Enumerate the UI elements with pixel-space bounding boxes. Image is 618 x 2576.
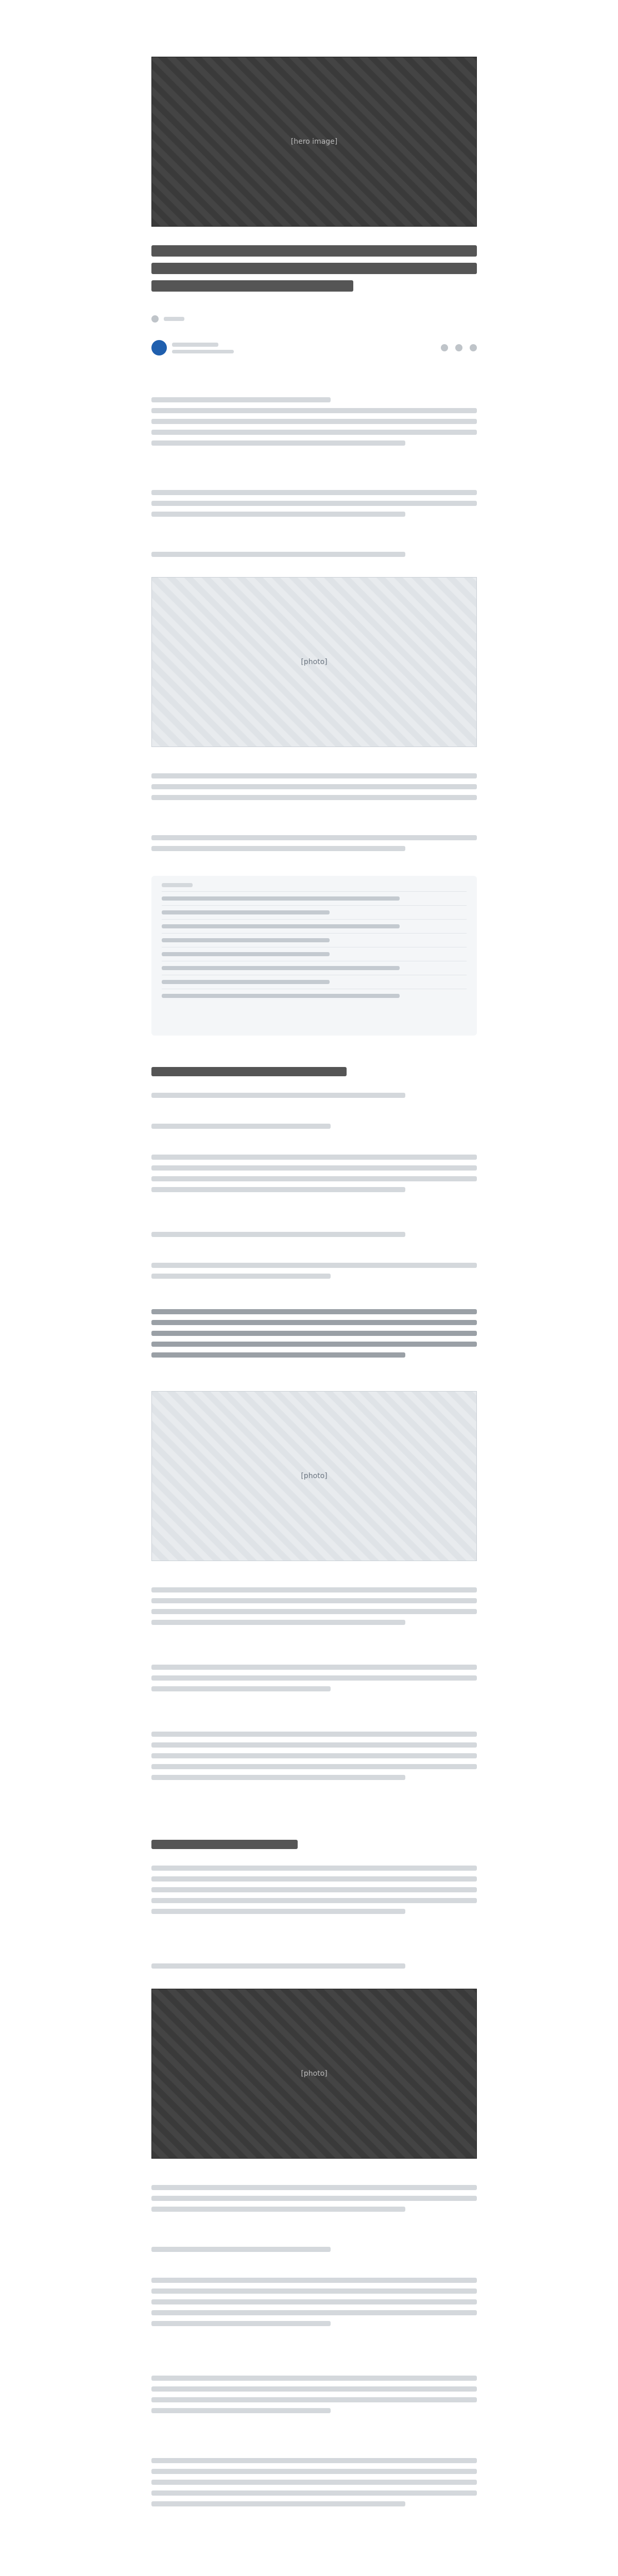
paragraph: [151, 1726, 477, 1786]
photo-memorial: [photo]: [151, 1391, 477, 1561]
paragraph: [151, 1659, 477, 1697]
toc-item[interactable]: [162, 947, 467, 961]
paragraph: [151, 1303, 477, 1363]
paragraph: [151, 1958, 477, 1974]
author-row: [151, 340, 477, 355]
avatar[interactable]: [151, 340, 167, 355]
paragraph: [151, 2241, 477, 2258]
paragraph: [151, 1860, 477, 1920]
paragraph: [151, 1257, 477, 1284]
paragraph: [151, 1582, 477, 1631]
paragraph: [151, 1118, 477, 1134]
toc-item[interactable]: [162, 989, 467, 1003]
paragraph: [151, 2179, 477, 2217]
toc-item[interactable]: [162, 891, 467, 905]
paragraph: [151, 768, 477, 806]
photo-reporter: [photo]: [151, 577, 477, 747]
like-row: [151, 315, 477, 323]
table-of-contents: [151, 876, 477, 1036]
paragraph: [151, 2452, 477, 2512]
hero-image: [hero image]: [151, 57, 477, 227]
heart-icon[interactable]: [151, 315, 159, 323]
paragraph: [151, 1149, 477, 1198]
toc-item[interactable]: [162, 919, 467, 933]
toc-item[interactable]: [162, 905, 467, 919]
toc-item[interactable]: [162, 975, 467, 989]
toc-item[interactable]: [162, 933, 467, 947]
section-heading: [151, 1834, 477, 1855]
paragraph: [151, 392, 477, 451]
photo-remains: [photo]: [151, 1989, 477, 2159]
paragraph: [151, 2370, 477, 2419]
paragraph: [151, 546, 477, 563]
facebook-icon[interactable]: [455, 344, 462, 351]
paragraph: [151, 1226, 477, 1243]
section-heading: [151, 1061, 477, 1082]
paragraph: [151, 2272, 477, 2332]
paragraph: [151, 829, 477, 857]
more-icon[interactable]: [470, 344, 477, 351]
share-icon[interactable]: [441, 344, 448, 351]
article-title: [151, 242, 477, 298]
paragraph: [151, 1087, 477, 1104]
paragraph: [151, 484, 477, 522]
toc-item[interactable]: [162, 961, 467, 975]
